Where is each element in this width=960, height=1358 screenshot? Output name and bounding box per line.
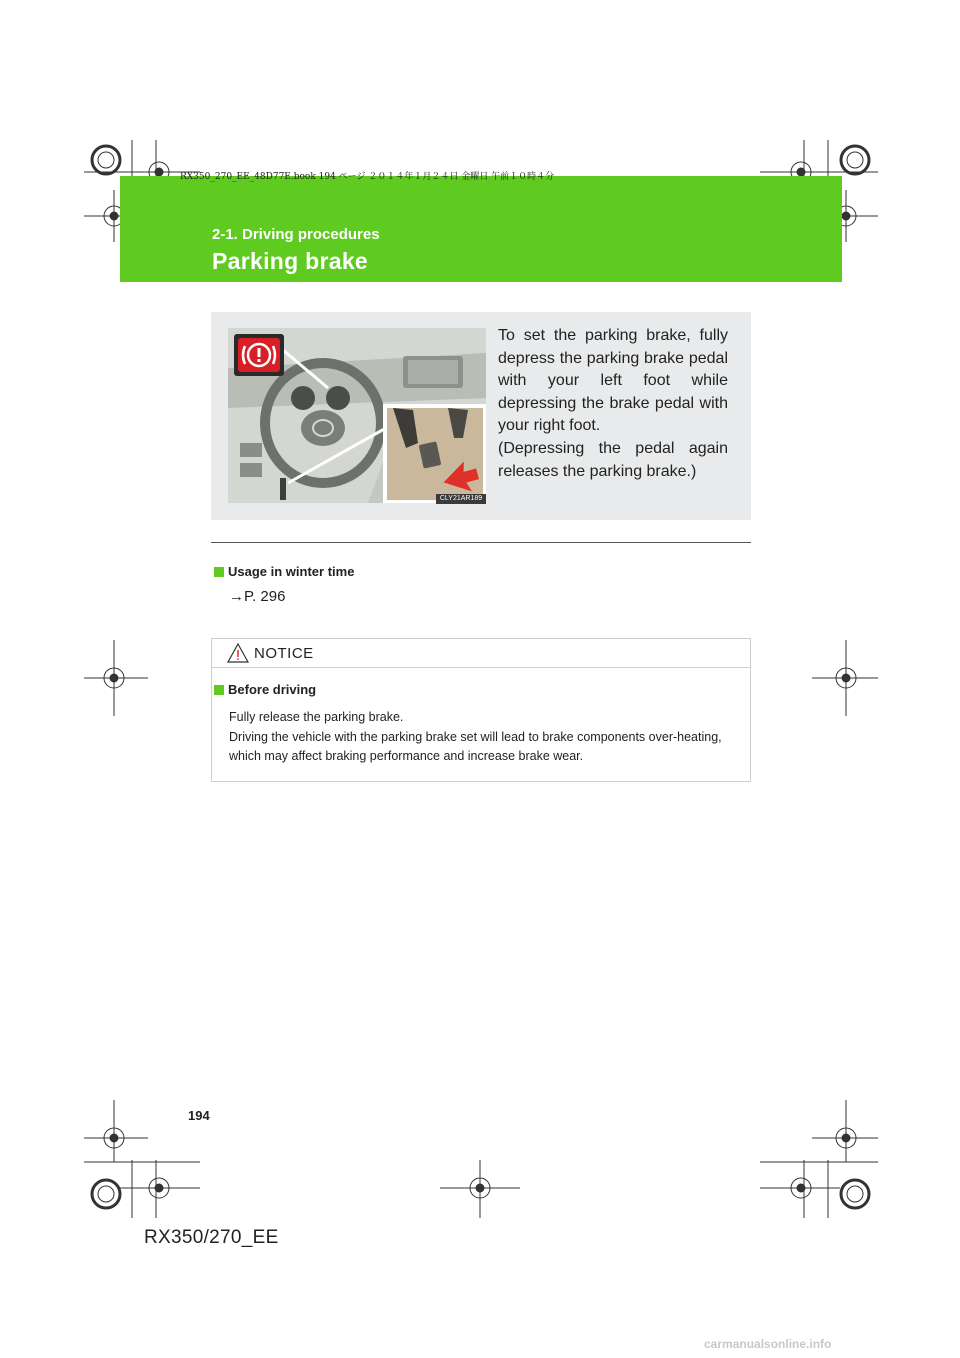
bullet-square-icon xyxy=(214,685,224,695)
description-release: (Depressing the pedal again releases the parking brake.) xyxy=(498,439,728,480)
before-driving-heading-text: Before driving xyxy=(228,682,317,697)
parking-brake-illustration xyxy=(228,328,486,503)
section-divider xyxy=(211,542,751,543)
notice-line: Fully release the parking brake. xyxy=(229,710,404,724)
section-heading: 2-1. Driving procedures xyxy=(212,226,380,243)
notice-divider xyxy=(212,667,750,668)
parking-brake-description xyxy=(498,325,728,483)
figure-code: CLY21AR189 xyxy=(436,494,486,504)
page-number: 194 xyxy=(188,1108,210,1123)
dashboard-drawing xyxy=(228,328,486,503)
bullet-square-icon xyxy=(214,567,224,577)
winter-heading xyxy=(214,564,354,579)
print-info: RX350_270_EE_48D77E.book 194 ページ ２０１４年１月２４日 金曜日 午前１０時４分 xyxy=(180,172,555,182)
notice-line: Driving the vehicle with the parking brake set will lead to brake components over-heating, which may affect braking performance and increase brake wear. xyxy=(229,729,722,763)
winter-heading-text: Usage in winter time xyxy=(228,564,355,579)
model-name: RX350/270_EE xyxy=(144,1227,279,1248)
notice-title: NOTICE xyxy=(254,645,314,662)
before-driving-heading xyxy=(214,682,316,697)
warning-triangle-icon xyxy=(226,642,250,664)
description-set: To set the parking brake, fully depress the parking brake pedal with your left foot while depressing the brake pedal with your right foot. xyxy=(498,327,728,435)
notice-body xyxy=(229,708,743,767)
page-title: Parking brake xyxy=(212,248,369,274)
footer-watermark: carmanualsonline.info xyxy=(704,1337,832,1351)
page-reference-link[interactable]: →P. 296 xyxy=(229,588,286,605)
